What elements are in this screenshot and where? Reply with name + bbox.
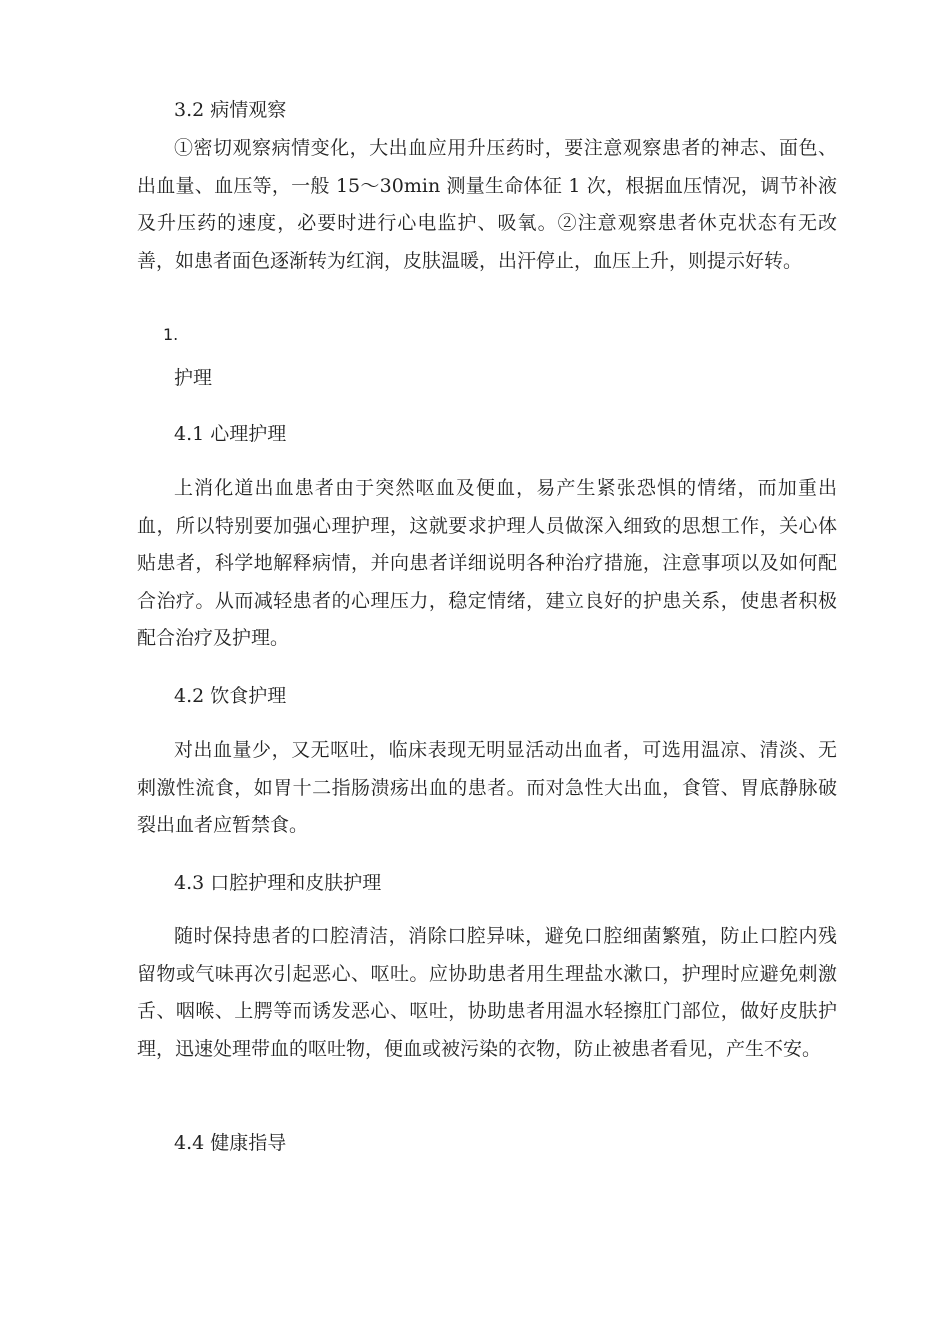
paragraph-oral-skin-care: 随时保持患者的口腔清洁，消除口腔异味，避免口腔细菌繁殖，防止口腔内残留物或气味再次引起恶心、呕吐。应协助患者用生理盐水漱口，护理时应避免刺激舌、咽喉、上腭等而诱发恶心、呕吐，协助患者用温水轻擦肛门部位，做好皮肤护理，迅速处理带血的呕吐物，便血或被污染的衣物，防止被患者看见，产生不安。 (137, 925, 837, 1060)
list-number: 1. (163, 325, 179, 344)
list-title-nursing: 护理 (174, 367, 213, 389)
paragraph-psychological-care: 上消化道出血患者由于突然呕血及便血，易产生紧张恐惧的情绪，而加重出血，所以特别要加强心理护理，这就要求护理人员做深入细致的思想工作，关心体贴患者，科学地解释病情，并向患者详细说明各种治疗措施，注意事项以及如何配合治疗。从而减轻患者的心理压力，稳定情绪，建立良好的护患关系，使患者积极配合治疗及护理。 (137, 477, 837, 649)
section-heading-4-2: 4.2 饮食护理 (174, 685, 287, 707)
section-heading-3-2: 3.2 病情观察 (174, 99, 287, 121)
paragraph-diet-care: 对出血量少，又无呕吐，临床表现无明显活动出血者，可选用温凉、清淡、无刺激性流食，如胃十二指肠溃疡出血的患者。而对急性大出血，食管、胃底静脉破裂出血者应暂禁食。 (137, 739, 837, 836)
paragraph-condition-observation: ①密切观察病情变化，大出血应用升压药时，要注意观察患者的神志、面色、出血量、血压等，一般 15～30min 测量生命体征 1 次，根据血压情况，调节补液及升压药的速度，必要时进行心电监护、吸氧。②注意观察患者休克状态有无改善，如患者面色逐渐转为红润，皮肤温暖，出汗停止，血压上升，则提示好转。 (137, 137, 837, 272)
section-heading-4-4: 4.4 健康指导 (174, 1132, 287, 1154)
section-heading-4-1: 4.1 心理护理 (174, 423, 287, 445)
section-heading-4-3: 4.3 口腔护理和皮肤护理 (174, 872, 382, 894)
